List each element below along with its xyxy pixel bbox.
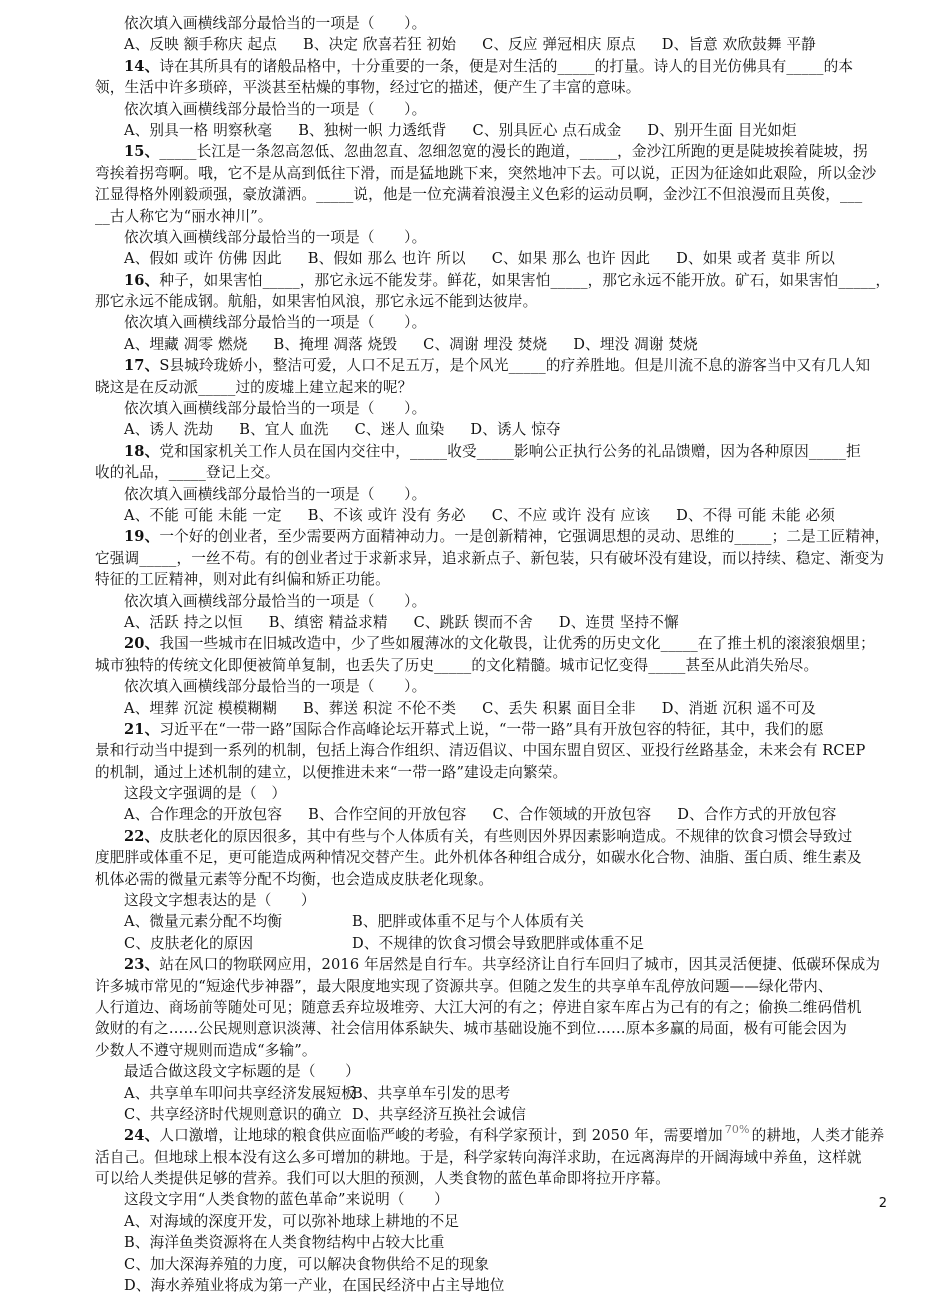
answer-option: C、跳跃 锲而不舍 [413,613,533,631]
text-line: 许多城市常见的“短途代步神器”，最大限度地实现了资源共享。但随之发生的共享单车乱停放问题——绿化带内、 [95,977,833,995]
percent-figure: 70% [724,1125,750,1137]
text-line: 的机制，通过上述机制的建立，以便推进未来“一带一路”建设走向繁荣。 [95,763,568,781]
question-line [95,954,895,975]
answer-option: B、独树一帜 力透纸背 [298,121,447,139]
question-line [95,141,895,162]
text-line: 人行道边、商场前等随处可见；随意丢弃垃圾堆旁、大江大河的有之；停进自家车库占为己有的有之；偷换二维码借机 [95,998,862,1016]
question-number: 24、 [124,1127,160,1145]
prompt-line: 依次填入画横线部分最恰当的一项是（ ）。 [124,314,427,332]
question-line [95,270,895,291]
answer-options [95,334,895,355]
answer-option: A、埋藏 凋零 燃烧 [124,335,248,353]
prompt-line: A、对海域的深度开发，可以弥补地球上耕地的不足 [124,1212,460,1230]
answer-option: C、如果 那么 也许 因此 [491,250,651,268]
answer-option: C、不应 或许 没有 应该 [491,506,651,524]
answer-option: D、埋没 凋谢 焚烧 [573,335,698,353]
prompt-line: 最适合做这段文字标题的是（ ） [124,1063,360,1081]
answer-option: B、不该 或许 没有 务必 [307,506,466,524]
page-number: 2 [878,1196,887,1211]
question-number: 15、 [124,143,160,161]
answer-options [95,505,895,526]
answer-option: D、共享经济互换社会诚信 [352,1105,527,1123]
answer-option: C、反应 弹冠相庆 原点 [482,36,636,54]
answer-option: A、诱人 洗劫 [124,421,214,439]
answer-option: B、决定 欣喜若狂 初始 [302,36,457,54]
question-text: 种子，如果害怕_____，那它永远不能发芽。鲜花，如果害怕_____，那它永远不能开放。矿石，如果害怕_____， [159,271,891,289]
answer-options [95,248,895,269]
answer-options [95,612,895,633]
question-line [95,633,895,654]
answer-option: D、不得 可能 未能 必须 [676,506,836,524]
text-line: 少数人不遵守规则而造成“多输”。 [95,1041,317,1059]
prompt-line: 这段文字想表达的是（ ） [124,892,316,910]
answer-option: D、别开生面 目光如炬 [647,121,797,139]
text-line: 那它永远不能成钢。航船，如果害怕风浪，那它永远不能到达彼岸。 [95,293,538,311]
question-text: _____长江是一条忽高忽低、忽曲忽直、忽细忽宽的漫长的跑道，_____，金沙江所跑的更是陡坡挨着陡坡，拐 [159,143,868,161]
answer-option: C、合作领域的开放包容 [492,806,652,824]
prompt-line: B、海洋鱼类资源将在人类食物结构中占较大比重 [124,1234,445,1252]
answer-options [95,804,895,825]
answer-option: A、不能 可能 未能 一定 [124,506,282,524]
answer-option: C、皮肤老化的原因 [124,934,254,952]
prompt-line: D、海水养殖业将成为第一产业，在国民经济中占主导地位 [124,1277,505,1295]
text-line: 敛财的有之……公民规则意识淡薄、社会信用体系缺失、城市基础设施不到位……原本多赢的局面，极有可能会因为 [95,1020,847,1038]
answer-option: D、诱人 惊夺 [470,421,561,439]
question-text: 我国一些城市在旧城改造中，少了些如履薄冰的文化敬畏，让优秀的历史文化_____在了推土机的滚滚狼烟里； [159,635,875,653]
question-number: 14、 [124,57,160,75]
text-line: 特征的工匠精神，则对此有纠偏和矫正功能。 [95,571,390,589]
answer-options [95,933,895,954]
question-number: 17、 [124,357,160,375]
prompt-line: 依次填入画横线部分最恰当的一项是（ ）。 [124,678,427,696]
answer-option: B、宜人 血洗 [239,421,329,439]
text-line: 机体必需的微量元素等分配不均衡，也会造成皮肤老化现象。 [95,870,494,888]
answer-option: B、掩埋 凋落 烧毁 [273,335,398,353]
question-number: 22、 [124,827,160,845]
answer-option: D、连贯 坚持不懈 [558,613,679,631]
question-text: 习近平在“一带一路”国际合作高峰论坛开幕式上说，“一带一路”具有开放包容的特征，其中，我们的愿 [159,720,824,738]
answer-option: D、合作方式的开放包容 [677,806,837,824]
question-text: 人口激增，让地球的粮食供应面临严峻的考验，有科学家预计，到 2050 年，需要增加 [159,1127,723,1145]
prompt-line: C、加大深海养殖的力度，可以解决食物供给不足的现象 [124,1255,490,1273]
question-number: 20、 [124,635,160,653]
prompt-line: 依次填入画横线部分最恰当的一项是（ ）。 [124,100,427,118]
question-line [95,1125,895,1146]
question-number: 18、 [124,442,160,460]
answer-option: A、共享单车叩问共享经济发展短板 [124,1084,356,1102]
text-line: 它强调_____，一丝不苟。有的创业者过于求新求异，追求新点子、新包装，只有破坏没有建设，而以持续、稳定、渐变为 [95,549,885,567]
answer-option: C、丢失 积累 面目全非 [482,699,636,717]
answer-option: A、埋葬 沉淀 模模糊糊 [124,699,277,717]
text-line: 活自己。但地球上根本没有这么多可增加的耕地。于是，科学家转向海洋求助，在远离海岸的开阔海域中养鱼，这样就 [95,1148,862,1166]
answer-option: C、别具匠心 点石成金 [472,121,622,139]
prompt-line: 这段文字用“人类食物的蓝色革命”来说明（ ） [124,1191,449,1209]
answer-option: B、假如 那么 也许 所以 [307,250,466,268]
question-text: 皮肤老化的原因很多，其中有些与个人体质有关，有些则因外界因素影响造成。不规律的饮食习惯会导致过 [159,827,853,845]
question-line [95,355,895,376]
answer-option: B、肥胖或体重不足与个人体质有关 [352,913,585,931]
answer-options [95,120,895,141]
question-line [95,526,895,547]
answer-option: A、假如 或许 仿佛 因此 [124,250,282,268]
answer-option: B、葬送 积淀 不伦不类 [302,699,457,717]
question-line [95,826,895,847]
answer-option: D、消逝 沉积 遥不可及 [661,699,816,717]
answer-option: A、别具一格 明察秋毫 [124,121,273,139]
answer-option: A、活跃 持之以恒 [124,613,243,631]
question-number: 21、 [124,720,160,738]
question-text: 诗在其所具有的诸般品格中，十分重要的一条，便是对生活的_____的打量。诗人的目光仿佛具有_____的本 [159,57,854,75]
question-line [95,56,895,77]
answer-option: A、合作理念的开放包容 [124,806,283,824]
answer-option: A、反映 额手称庆 起点 [124,36,277,54]
answer-options [95,34,895,55]
question-text: 一个好的创业者，至少需要两方面精神动力。一是创新精神，它强调思想的灵动、思维的_____；二是工匠精神， [159,528,890,546]
answer-options [95,698,895,719]
prompt-line: 依次填入画横线部分最恰当的一项是（ ）。 [124,400,427,418]
answer-options [95,419,895,440]
question-text: S县城玲珑娇小，整洁可爱，人口不足五万，是个风光_____的疗养胜地。但是川流不息的游客当中又有几人知 [159,357,871,375]
text-line: 度肥胖或体重不足，更可能造成两种情况交替产生。此外机体各种组合成分，如碳水化合物、油脂、蛋白质、维生素及 [95,849,862,867]
answer-option: A、微量元素分配不均衡 [124,913,283,931]
text-line: 可以给人类提供足够的营养。我们可以大胆的预测，人类食物的蓝色革命即将拉开序幕。 [95,1170,671,1188]
text-line: 领，生活中许多琐碎，平淡甚至枯燥的事物，经过它的描述，便产生了丰富的意味。 [95,79,641,97]
text-line: __古人称它为“丽水神川”。 [95,207,273,225]
answer-option: D、不规律的饮食习惯会导致肥胖或体重不足 [352,934,644,952]
prompt-line: 这段文字强调的是（ ） [124,785,287,803]
prompt-line: 依次填入画横线部分最恰当的一项是（ ）。 [124,485,427,503]
answer-option: B、合作空间的开放包容 [308,806,467,824]
text-line: 江显得格外刚毅顽强，豪放潇洒。_____说，他是一位充满着浪漫主义色彩的运动员啊，金沙江不但浪漫而且英俊，___ [95,186,863,204]
prompt-line: 依次填入画横线部分最恰当的一项是（ ）。 [124,228,427,246]
question-line [95,441,895,462]
prompt-line: 依次填入画横线部分最恰当的一项是（ ）。 [124,15,427,32]
question-content [95,13,895,1296]
answer-options [95,1104,895,1125]
text-line: 晓这是在反动派_____过的废墟上建立起来的呢？ [95,378,413,396]
question-text: 党和国家机关工作人员在国内交往中，_____收受_____影响公正执行公务的礼品馈赠，因为各种原因_____拒 [159,442,861,460]
question-number: 16、 [124,271,160,289]
question-number: 23、 [124,956,160,974]
answer-options [95,1083,895,1104]
answer-option: D、旨意 欢欣鼓舞 平静 [661,36,816,54]
answer-options [95,911,895,932]
answer-option: C、凋谢 埋没 焚烧 [423,335,548,353]
text-line: 弯挨着拐弯啊。哦，它不是从高到低往下滑，而是猛地跳下来，突然地冲下去。可以说，正因为征途如此艰险，所以金沙 [95,164,877,182]
question-text: 站在风口的物联网应用，2016 年居然是自行车。共享经济让自行车回归了城市，因其灵活便捷、低碳环保成为 [159,956,881,974]
answer-option: B、共享单车引发的思考 [352,1084,511,1102]
text-line: 城市独特的传统文化即便被简单复制，也丢失了历史_____的文化精髓。城市记忆变得_____甚至从此消失殆尽。 [95,656,819,674]
answer-option: B、缜密 精益求精 [268,613,388,631]
answer-option: D、如果 或者 莫非 所以 [676,250,836,268]
answer-option: C、共享经济时代规则意识的确立 [124,1105,342,1123]
text-line: 景和行动当中提到一系列的机制，包括上海合作组织、清迈倡议、中国东盟自贸区、亚投行丝路基金，未来会有 RCEP [95,742,866,760]
question-text: 的耕地，人类才能养 [751,1127,885,1145]
question-line [95,719,895,740]
prompt-line: 依次填入画横线部分最恰当的一项是（ ）。 [124,592,427,610]
answer-option: C、迷人 血染 [354,421,445,439]
text-line: 收的礼品，_____登记上交。 [95,464,280,482]
question-number: 19、 [124,528,160,546]
